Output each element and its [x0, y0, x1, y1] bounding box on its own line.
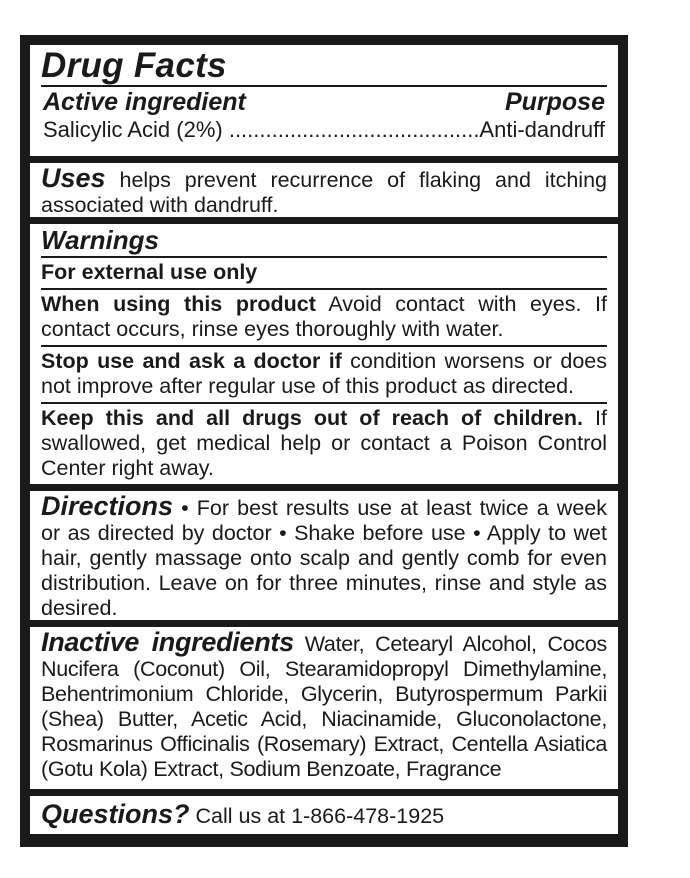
keep-out-heading: Keep this and all drugs out of reach of children. — [41, 406, 583, 430]
active-ingredient-purpose: Anti-dandruff — [479, 117, 605, 142]
warnings-heading: Warnings — [41, 225, 159, 255]
active-ingredient-heading: Active ingredient — [43, 88, 246, 116]
warnings-section — [30, 224, 618, 484]
stop-use-text: condition worsens or does not improve after regular use of this product as directed. — [41, 349, 607, 398]
drug-facts-header-section — [30, 45, 618, 156]
external-use-warning: For external use only — [41, 260, 258, 284]
when-using-warning — [41, 290, 607, 345]
questions-line — [41, 796, 607, 834]
inactive-ingredients-paragraph — [41, 627, 607, 782]
drug-facts-title: Drug Facts — [41, 46, 227, 85]
questions-section — [30, 796, 618, 834]
keep-out-of-reach-warning — [41, 404, 607, 484]
keep-out-text: If swallowed, get medical help or contact a Poison Control Center right away. — [41, 406, 607, 480]
questions-phone: Call us at 1-866-478-1925 — [195, 804, 445, 828]
uses-section — [30, 163, 618, 217]
inactive-ingredients-heading: Inactive ingredients — [41, 627, 294, 657]
directions-paragraph — [41, 491, 607, 620]
uses-heading: Uses — [41, 163, 106, 193]
stop-use-heading: Stop use and ask a doctor if — [41, 349, 342, 373]
purpose-heading: Purpose — [504, 88, 605, 116]
drug-facts-panel — [20, 35, 628, 847]
stop-use-warning — [41, 347, 607, 402]
uses-text: helps prevent recurrence of flaking and itching associated with dandruff. — [41, 168, 607, 217]
uses-paragraph — [41, 163, 607, 217]
inactive-ingredients-section — [30, 627, 618, 789]
active-ingredient-name: Salicylic Acid (2%) ..... — [43, 117, 479, 143]
inactive-ingredients-text: Water, Cetearyl Alcohol, Cocos Nucifera (Coconut) Oil, Stearamidopropyl Dimethylamine, Behentrimonium Chloride, Glycerin, Butyrospermum Parkii (Shea) Butter, Acetic Acid, Niacinamide, Gluconolactone, Rosmarinus Officinalis (Rosemary) Extract, Centella Asiatica (Gotu Kola) Extract, Sodium Benzoate, Fragrance — [41, 632, 607, 781]
directions-heading: Directions — [41, 491, 174, 521]
when-using-text: Avoid contact with eyes. If contact occurs, rinse eyes thoroughly with water. — [41, 292, 607, 341]
when-using-heading: When using this product — [41, 292, 316, 316]
questions-heading: Questions? — [41, 799, 190, 829]
directions-section — [30, 491, 618, 620]
directions-text: • For best results use at least twice a week or as directed by doctor • Shake before use • Apply to wet hair, gently massage onto scalp and gently comb for even distribution. Leave on for three minutes, rinse and style as desired. — [41, 496, 607, 620]
active-ingredient-row — [41, 117, 607, 143]
active-ingredient-header-row — [41, 87, 607, 117]
